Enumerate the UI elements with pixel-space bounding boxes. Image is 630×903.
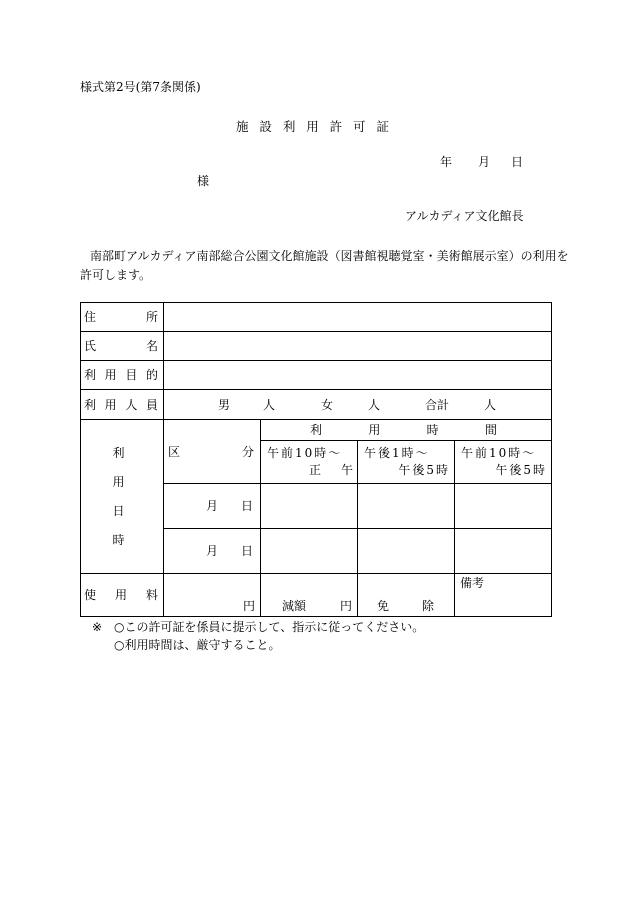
attendees-label-char: 人 — [125, 397, 138, 412]
female-unit: 人 — [368, 397, 381, 412]
fee-label-char: 用 — [114, 588, 127, 602]
schedule-header-row — [81, 420, 552, 441]
fee-label-cell — [81, 574, 164, 617]
date-row-2-slot-1 — [261, 529, 358, 574]
purpose-label-cell — [81, 361, 164, 390]
date-row-1-slot-2 — [358, 484, 455, 529]
attendees-label — [84, 398, 158, 412]
purpose-label-char: 的 — [145, 368, 158, 382]
male-label: 男 — [218, 397, 231, 412]
note-item-1: ○この許可証を係員に提示して、指示に従ってください。 — [114, 620, 425, 634]
fee-row — [81, 574, 552, 617]
purpose-value — [164, 361, 552, 390]
total-unit: 人 — [484, 397, 497, 412]
fee-label-char: 使 — [84, 588, 97, 602]
name-value — [164, 332, 552, 361]
document-title-char: 利 — [282, 119, 296, 134]
date-row-1-slot-3 — [455, 484, 552, 529]
female-label: 女 — [321, 397, 334, 412]
slot-1-start: 午前10時～ — [267, 446, 343, 460]
male-unit: 人 — [263, 397, 276, 412]
date-row-2-slot-2 — [358, 529, 455, 574]
document-title-char: 設 — [259, 119, 272, 134]
time-header-cell — [261, 420, 552, 441]
attendees-label-char: 用 — [104, 397, 117, 412]
exemption-label-char: 免 — [377, 599, 390, 613]
exemption-label-char: 除 — [421, 599, 434, 613]
note-item-2: ○利用時間は、厳守すること。 — [114, 638, 281, 652]
category-cell — [164, 420, 261, 484]
date-row-2-date — [164, 529, 261, 574]
address-value — [164, 303, 552, 332]
slot-2 — [358, 441, 455, 484]
note-mark: ※ — [92, 620, 103, 634]
slot-1-end-char: 正 — [309, 463, 322, 477]
name-label-char: 氏 — [84, 339, 97, 353]
name-row — [81, 332, 552, 361]
time-header-char: 時 — [426, 423, 439, 437]
document-title-char: 証 — [376, 119, 389, 134]
document-title-char: 施 — [236, 119, 249, 134]
date-row-2-day-label: 日 — [240, 544, 253, 558]
time-header-char: 用 — [368, 423, 381, 437]
purpose-label-char: 利 — [84, 368, 97, 382]
total-label: 合計 — [425, 397, 450, 412]
date-row-2-month-label: 月 — [205, 544, 218, 558]
date-row-1-month-label: 月 — [205, 499, 218, 513]
name-label-char: 名 — [145, 339, 158, 353]
purpose-row — [81, 361, 552, 390]
reduction-cell — [261, 574, 358, 617]
schedule-label-char: 利 — [112, 445, 125, 460]
slot-1 — [261, 441, 358, 484]
slot-1-end — [309, 462, 353, 479]
permit-table — [80, 302, 552, 617]
address-label — [84, 310, 158, 324]
category-label-char: 区 — [168, 444, 181, 459]
attendees-row — [81, 390, 552, 420]
attendees-label-char: 員 — [145, 397, 158, 412]
exemption-label — [377, 599, 434, 613]
remarks-label: 備考 — [460, 576, 485, 590]
document-title-char: 許 — [329, 119, 343, 134]
schedule-label-char: 用 — [112, 474, 125, 489]
schedule-label-cell — [81, 420, 164, 574]
purpose-label — [84, 368, 158, 382]
time-header-char: 利 — [310, 423, 323, 437]
schedule-label — [81, 446, 156, 548]
address-label-char: 所 — [145, 310, 158, 324]
fee-label — [84, 588, 158, 602]
recipient-suffix: 様 — [197, 174, 210, 188]
document-title — [236, 120, 389, 134]
slot-1-end-char: 午 — [340, 463, 353, 477]
slot-2-start: 午後1時～ — [364, 446, 430, 460]
date-year-label: 年 — [440, 155, 453, 169]
attendees-value — [164, 390, 552, 420]
time-header-char: 間 — [484, 423, 497, 437]
date-row-1-date — [164, 484, 261, 529]
reduction-unit: 円 — [339, 599, 352, 613]
slot-3 — [455, 441, 552, 484]
slot-2-end: 午後5時 — [398, 463, 450, 477]
name-label — [84, 339, 158, 353]
reduction-label: 減額 — [282, 599, 307, 613]
purpose-label-char: 用 — [104, 368, 117, 382]
statement-line-1: 南部町アルカディア南部総合公園文化館施設（図書館視聴覚室・美術館展示室）の利用を — [90, 249, 569, 263]
date-row-1-day-label: 日 — [240, 499, 253, 513]
address-row — [81, 303, 552, 332]
address-label-char: 住 — [84, 310, 97, 324]
address-label-cell — [81, 303, 164, 332]
date-row-1-slot-1 — [261, 484, 358, 529]
attendees-label-char: 利 — [84, 397, 97, 412]
fee-yen-unit: 円 — [242, 599, 255, 613]
document-title-char: 用 — [306, 119, 319, 134]
name-label-cell — [81, 332, 164, 361]
remarks-cell — [455, 574, 552, 617]
exemption-cell — [358, 574, 455, 617]
attendees-label-cell — [81, 390, 164, 420]
attendees-fields — [164, 398, 551, 412]
form-number: 様式第2号(第7条関係) — [80, 80, 201, 94]
slot-3-start: 午前10時～ — [461, 446, 537, 460]
date-row-2-slot-3 — [455, 529, 552, 574]
schedule-label-char: 日 — [112, 504, 125, 519]
fee-amount-cell — [164, 574, 261, 617]
slot-3-end: 午後5時 — [495, 463, 547, 477]
schedule-label-char: 時 — [112, 533, 125, 548]
document-title-char: 可 — [353, 119, 366, 134]
category-label — [168, 445, 254, 459]
statement-line-2: 許可します。 — [80, 268, 152, 282]
purpose-label-char: 目 — [125, 368, 138, 382]
date-day-label: 日 — [511, 155, 524, 169]
fee-label-char: 料 — [145, 588, 158, 602]
date-month-label: 月 — [478, 155, 491, 169]
reduction-fields — [282, 599, 352, 613]
issuer: アルカディア文化館長 — [405, 209, 524, 223]
category-label-char: 分 — [241, 444, 254, 459]
time-header — [310, 423, 497, 437]
